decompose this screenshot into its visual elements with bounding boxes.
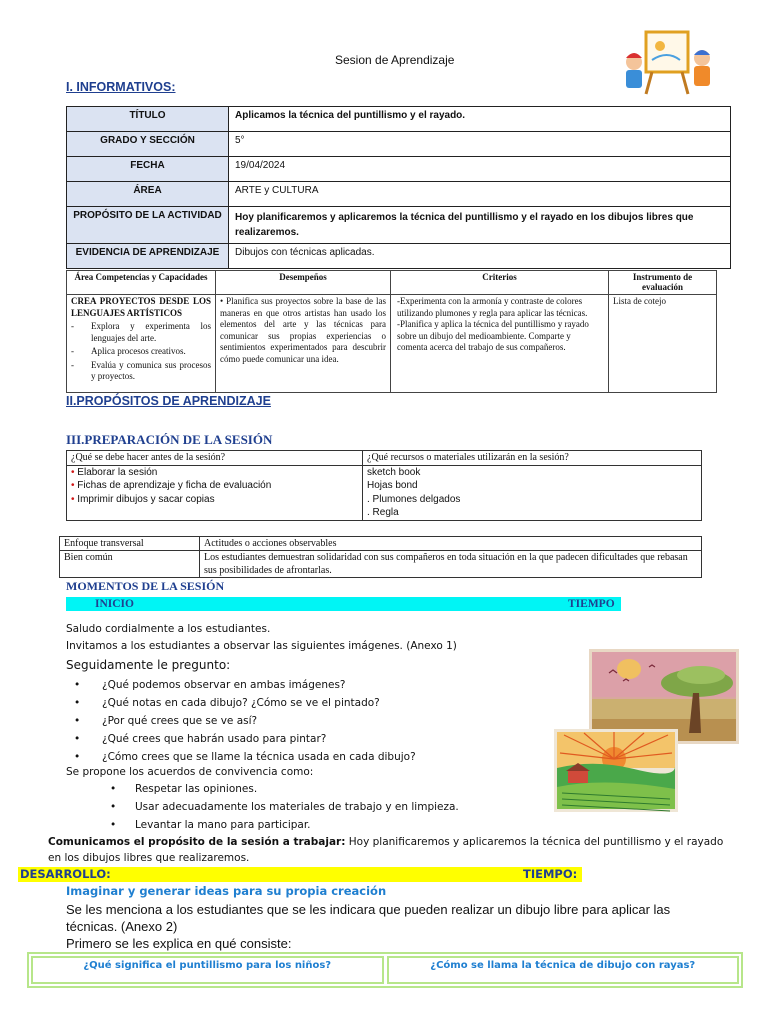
competencias-header-row	[67, 271, 717, 295]
question-item: • ¿Qué podemos observar en ambas imágenes?	[74, 679, 346, 691]
competencias-table	[66, 270, 717, 393]
desarrollo-tiempo-label: TIEMPO:	[523, 867, 578, 881]
inicio-paragraph: Invitamos a los estudiantes a observar las siguientes imágenes. (Anexo 1)	[66, 640, 457, 652]
enfoque-table	[59, 536, 702, 578]
proposito-paragraph	[48, 834, 738, 866]
desarrollo-label: DESARROLLO:	[20, 867, 111, 881]
inicio-bar	[66, 597, 621, 611]
section-informativos-heading: I. INFORMATIVOS:	[66, 80, 176, 94]
info-value: Hoy planificaremos y aplicaremos la técnica del puntillismo y el rayado en los dibujos libres que realizaremos.	[229, 207, 731, 244]
acuerdos-list	[110, 780, 459, 834]
enfoque-row	[60, 551, 702, 578]
info-row-proposito	[67, 207, 731, 244]
document-title: Sesion de Aprendizaje	[335, 53, 455, 67]
enfoque-header: Enfoque transversal	[60, 537, 200, 551]
instrumento-text: Lista de cotejo	[609, 295, 717, 393]
kids-painting-illustration	[622, 28, 714, 96]
antes-item: • Fichas de aprendizaje y ficha de evaluación	[71, 480, 272, 491]
col-header-area: Área Competencias y Capacidades	[67, 271, 216, 295]
question-box-puntillismo: ¿Qué significa el puntillismo para los niños?	[31, 956, 384, 984]
antes-item: • Elaborar la sesión	[71, 466, 158, 478]
info-label: ÁREA	[67, 182, 229, 207]
preparacion-row	[67, 465, 702, 520]
momentos-heading: MOMENTOS DE LA SESIÓN	[66, 579, 225, 593]
inicio-tiempo-label: TIEMPO	[568, 598, 615, 610]
info-row-fecha	[67, 157, 731, 182]
competencias-row	[67, 295, 717, 393]
enfoque-name: Bien común	[60, 551, 200, 578]
desempeno-text: • Planifica sus proyectos sobre la base de las maneras en que otros artistas han usado los elementos del arte y las técnicas para comunicar sus propias experiencias o sentimientos experimentados para descubrir cómo puede comunicar una idea.	[216, 295, 391, 393]
col-header-desempenos: Desempeños	[216, 271, 391, 295]
info-row-grado	[67, 132, 731, 157]
recurso-item: Hojas bond	[367, 480, 418, 491]
info-row-titulo	[67, 107, 731, 132]
antes-item: • Imprimir dibujos y sacar copias	[71, 493, 215, 505]
question-item: • ¿Qué crees que habrán usado para pintar?	[74, 733, 327, 745]
enfoque-text: Los estudiantes demuestran solidaridad con sus compañeros en toda situación en la que padecen dificultades que rebasan sus posibilidades de afrontarlas.	[200, 551, 702, 578]
proposito-text: Hoy planificaremos y aplicaremos la técnica del puntillismo y el rayado en los dibujos libres que realizaremos.	[48, 836, 724, 864]
acuerdo-item: • Levantar la mano para participar.	[110, 819, 311, 831]
enfoque-header-row	[60, 537, 702, 551]
section-preparacion-heading: III.PREPARACIÓN DE LA SESIÓN	[66, 432, 273, 447]
info-label: GRADO Y SECCIÓN	[67, 132, 229, 157]
questions-list	[74, 676, 416, 766]
desarrollo-paragraph: Primero se les explica en qué consiste:	[66, 936, 292, 951]
preparacion-table	[66, 450, 702, 521]
col-header-criterios: Criterios	[391, 271, 609, 295]
desarrollo-paragraph: Se les menciona a los estudiantes que se les indicara que pueden realizar un dibujo libre para aplicar las técnicas. (Anexo 2)	[66, 902, 671, 934]
acuerdo-item: • Usar adecuadamente los materiales de trabajo y en limpieza.	[110, 801, 459, 813]
info-table	[66, 106, 731, 269]
inicio-paragraph: Seguidamente le pregunto:	[66, 658, 231, 672]
info-value: ARTE y CULTURA	[229, 182, 731, 207]
criterio-item: -Planifica y aplica la técnica del puntillismo y rayado sobre un dibujo del medioambiente. Comparte y comenta acerca del trabajo de sus compañeros.	[397, 319, 589, 352]
info-value: 5°	[229, 132, 731, 157]
actitudes-header: Actitudes o acciones observables	[200, 537, 702, 551]
competencia-name: CREA PROYECTOS DESDE LOS LENGUAJES ARTÍSTICOS	[71, 296, 211, 318]
hatching-landscape-image	[554, 729, 678, 812]
acuerdos-intro: Se propone los acuerdos de convivencia como:	[66, 766, 314, 778]
recurso-item: . Plumones delgados	[367, 493, 461, 505]
capacidad-item: - Aplica procesos creativos.	[71, 346, 186, 356]
proposito-label: Comunicamos el propósito de la sesión a trabajar:	[48, 836, 346, 848]
col-header-recursos: ¿Qué recursos o materiales utilizarán en la sesión?	[363, 451, 702, 466]
info-row-area	[67, 182, 731, 207]
question-item: • ¿Por qué crees que se ve así?	[74, 715, 258, 727]
info-label: TÍTULO	[67, 107, 229, 132]
inicio-paragraph: Saludo cordialmente a los estudiantes.	[66, 623, 271, 635]
col-header-instrumento: Instrumento de evaluación	[609, 271, 717, 295]
question-item: • ¿Qué notas en cada dibujo? ¿Cómo se ve el pintado?	[74, 697, 380, 709]
inicio-label: INICIO	[95, 598, 134, 610]
recurso-item: . Regla	[367, 507, 399, 518]
info-row-evidencia	[67, 244, 731, 269]
col-header-antes: ¿Qué se debe hacer antes de la sesión?	[67, 451, 363, 466]
question-item: • ¿Cómo crees que se llame la técnica usada en cada dibujo?	[74, 751, 416, 763]
info-label: FECHA	[67, 157, 229, 182]
capacidad-item: - Explora y experimenta los lenguajes del arte.	[71, 321, 211, 343]
capacidad-item: - Evalúa y comunica sus procesos y proyectos.	[71, 359, 211, 381]
question-box-rayas: ¿Cómo se llama la técnica de dibujo con rayas?	[387, 956, 740, 984]
info-label: EVIDENCIA DE APRENDIZAJE	[67, 244, 229, 269]
acuerdo-item: • Respetar las opiniones.	[110, 783, 258, 795]
section-propositos-heading: II.PROPÓSITOS DE APRENDIZAJE	[66, 394, 271, 408]
info-value: Aplicamos la técnica del puntillismo y el rayado.	[229, 107, 731, 132]
criterio-item: -Experimenta con la armonía y contraste de colores utilizando plumones y regla para aplicar las técnicas.	[397, 296, 588, 318]
preparacion-header-row	[67, 451, 702, 466]
info-value: Dibujos con técnicas aplicadas.	[229, 244, 731, 269]
info-value: 19/04/2024	[229, 157, 731, 182]
question-boxes	[27, 952, 743, 988]
recurso-item: sketch book	[367, 466, 421, 478]
info-label: PROPÓSITO DE LA ACTIVIDAD	[67, 207, 229, 244]
desarrollo-subheading: Imaginar y generar ideas para su propia creación	[66, 884, 387, 898]
